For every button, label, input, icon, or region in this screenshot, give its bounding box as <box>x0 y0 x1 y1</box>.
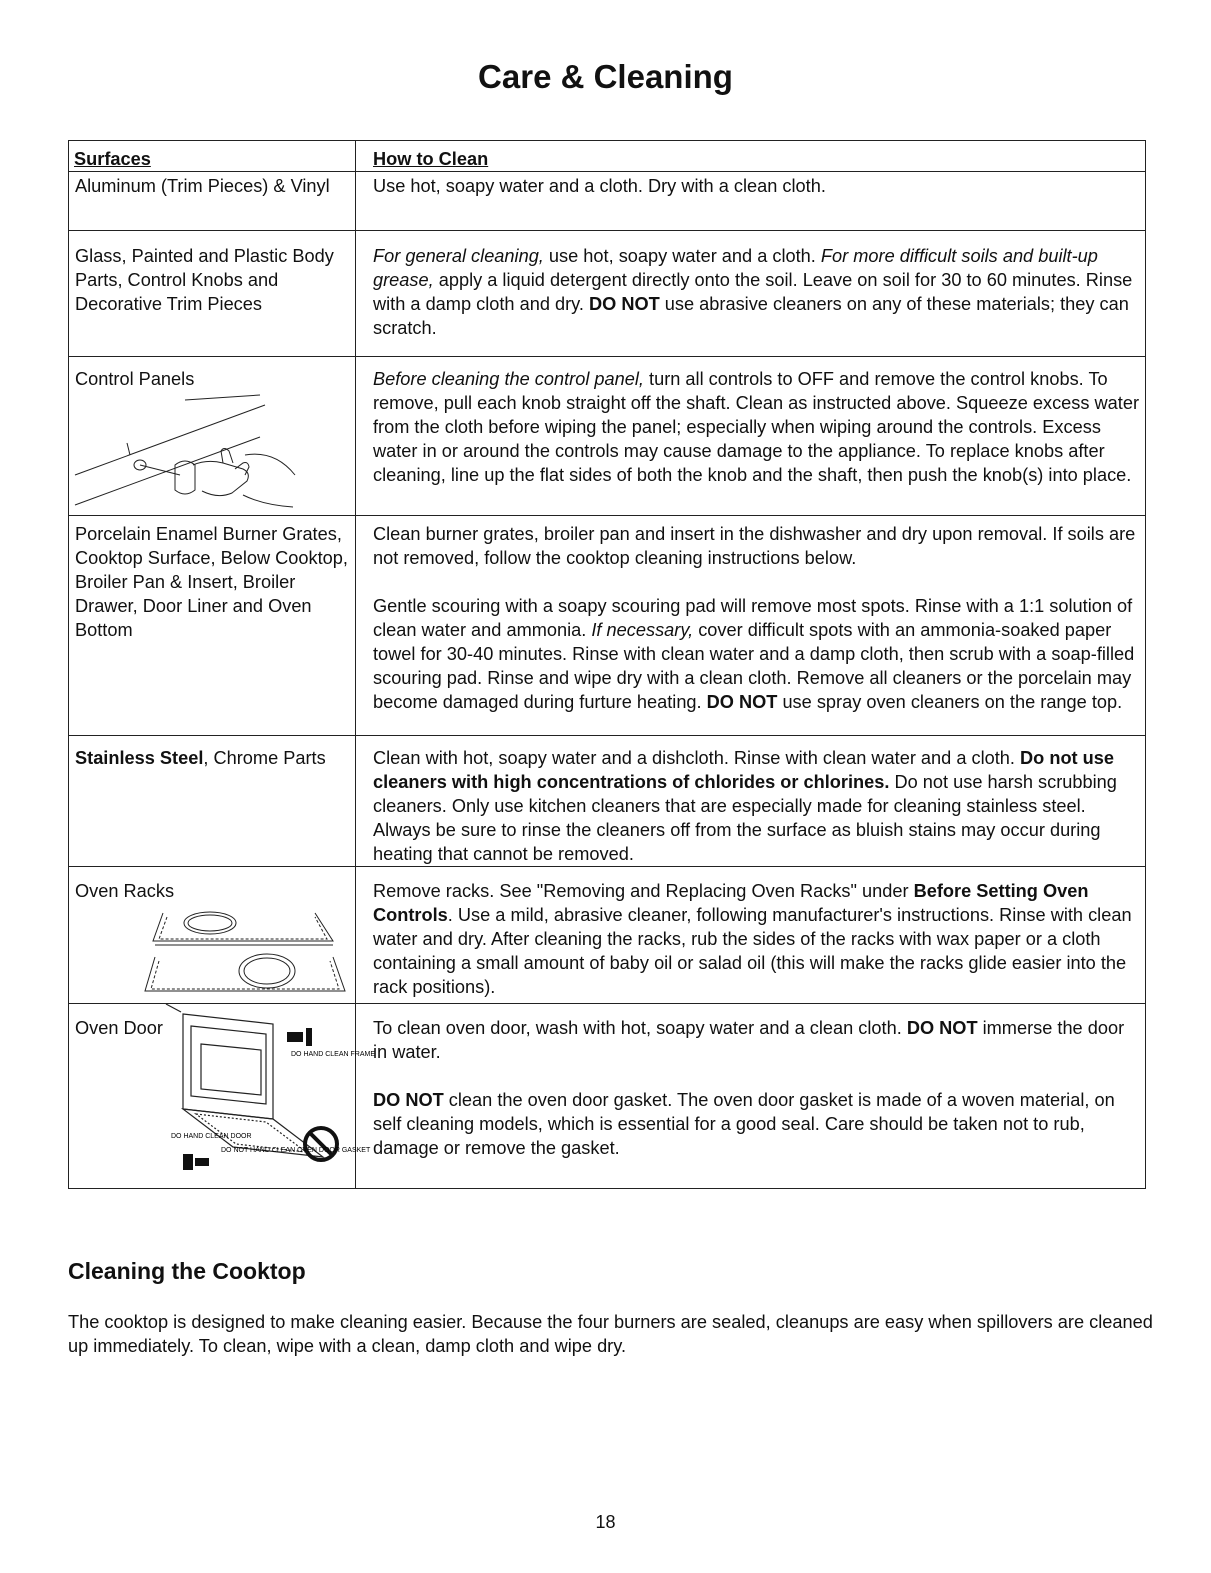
care-cleaning-table <box>68 140 1146 1189</box>
frame-label: DO HAND CLEAN FRAME <box>291 1051 376 1058</box>
header-surfaces: Surfaces <box>69 141 356 172</box>
table-row <box>69 357 1146 516</box>
table-row <box>69 736 1146 867</box>
section-heading: Cleaning the Cooktop <box>68 1258 306 1284</box>
how-cell: To clean oven door, wash with hot, soapy water and a clean cloth. DO NOT immerse the door in water. DO NOT clean the oven door gasket. The oven door gasket is made of a woven material, on self cleaning models, which is essential for a good seal. Care should be taken not to rub, damage or remove the gasket. <box>356 1004 1146 1189</box>
surface-cell: Oven Racks <box>69 867 356 1004</box>
table-row <box>69 172 1146 231</box>
how-cell: Clean burner grates, broiler pan and insert in the dishwasher and dry upon removal. If soils are not removed, follow the cooktop cleaning instructions below. Gentle scouring with a soapy scouring pad will remove most spots. Rinse with a 1:1 solution of clean water and ammonia. If necessary, cover difficult spots with an ammonia-soaked paper towel for 30-40 minutes. Rinse with clean water and a damp cloth, then scrub with a soap-filled scouring pad. Rinse and wipe dry with a clean cloth. Remove all cleaners or the porcelain may become damaged during furture heating. DO NOT use spray oven cleaners on the range top. <box>356 516 1146 736</box>
door-label: DO HAND CLEAN DOOR <box>171 1133 252 1140</box>
oven-rack-illustration <box>75 905 355 995</box>
oven-door-illustration <box>161 1004 376 1176</box>
gasket-label: DO NOT HAND CLEAN OVEN DOOR GASKET <box>221 1147 371 1154</box>
how-cell: Before cleaning the control panel, turn all controls to OFF and remove the control knobs. To remove, pull each knob straight off the shaft. Clean as instructed above. Squeeze excess water from the cloth before wiping the panel; especially when wiping around the controls. Excess water in or around the controls may cause damage to the appliance. To replace knobs after cleaning, line up the flat sides of both the knob and the shaft, then push the knob(s) into place. <box>356 357 1146 516</box>
page-number: 18 <box>595 1512 616 1532</box>
section-body: The cooktop is designed to make cleaning easier. Because the four burners are sealed, cleanups are easy when spillovers are cleaned up immediately. To clean, wipe with a clean, damp cloth and wipe dry. <box>68 1312 1153 1356</box>
table-row <box>69 516 1146 736</box>
surface-cell: Oven Door DO HAND CLEAN FRAME DO HAND CLEAN DOOR DO NOT HAND CLEAN OVEN DOOR GASKET <box>69 1004 356 1189</box>
surface-cell: Glass, Painted and Plastic Body Parts, Control Knobs and Decorative Trim Pieces <box>69 231 356 357</box>
page-title: Care & Cleaning <box>478 58 733 95</box>
table-row <box>69 867 1146 1004</box>
surface-cell: Control Panels <box>69 357 356 516</box>
table-header-row <box>69 141 1146 172</box>
how-cell: Clean with hot, soapy water and a dishcloth. Rinse with clean water and a cloth. Do not use cleaners with high concentrations of chlorides or chlorines. Do not use harsh scrubbing cleaners. Only use kitchen cleaners that are especially made for cleaning stainless steel. Always be sure to rinse the cleaners off from the surface as bluish stains may occur during heating that cannot be removed. <box>356 736 1146 867</box>
surface-cell: Aluminum (Trim Pieces) & Vinyl <box>69 172 356 231</box>
how-cell: Use hot, soapy water and a cloth. Dry with a clean cloth. <box>356 172 1146 231</box>
table-row <box>69 231 1146 357</box>
how-cell: Remove racks. See "Removing and Replacing Oven Racks" under Before Setting Oven Controls. Use a mild, abrasive cleaner, following manufacturer's instructions. Rinse with clean water and dry. After cleaning the racks, rub the sides of the racks with wax paper or a cloth containing a small amount of baby oil or salad oil (this will make the racks glide easier into the rack positions). <box>356 867 1146 1004</box>
how-cell: For general cleaning, use hot, soapy water and a cloth. For more difficult soils and built-up grease, apply a liquid detergent directly onto the soil. Leave on soil for 30 to 60 minutes. Rinse with a damp cloth and dry. DO NOT use abrasive cleaners on any of these materials; they can scratch. <box>356 231 1146 357</box>
surface-cell: Stainless Steel, Chrome Parts <box>69 736 356 867</box>
table-row <box>69 1004 1146 1189</box>
control-knob-illustration <box>75 395 305 505</box>
header-how-to-clean: How to Clean <box>356 141 1146 172</box>
surface-cell: Porcelain Enamel Burner Grates, Cooktop Surface, Below Cooktop, Broiler Pan & Insert, Broiler Drawer, Door Liner and Oven Bottom <box>69 516 356 736</box>
